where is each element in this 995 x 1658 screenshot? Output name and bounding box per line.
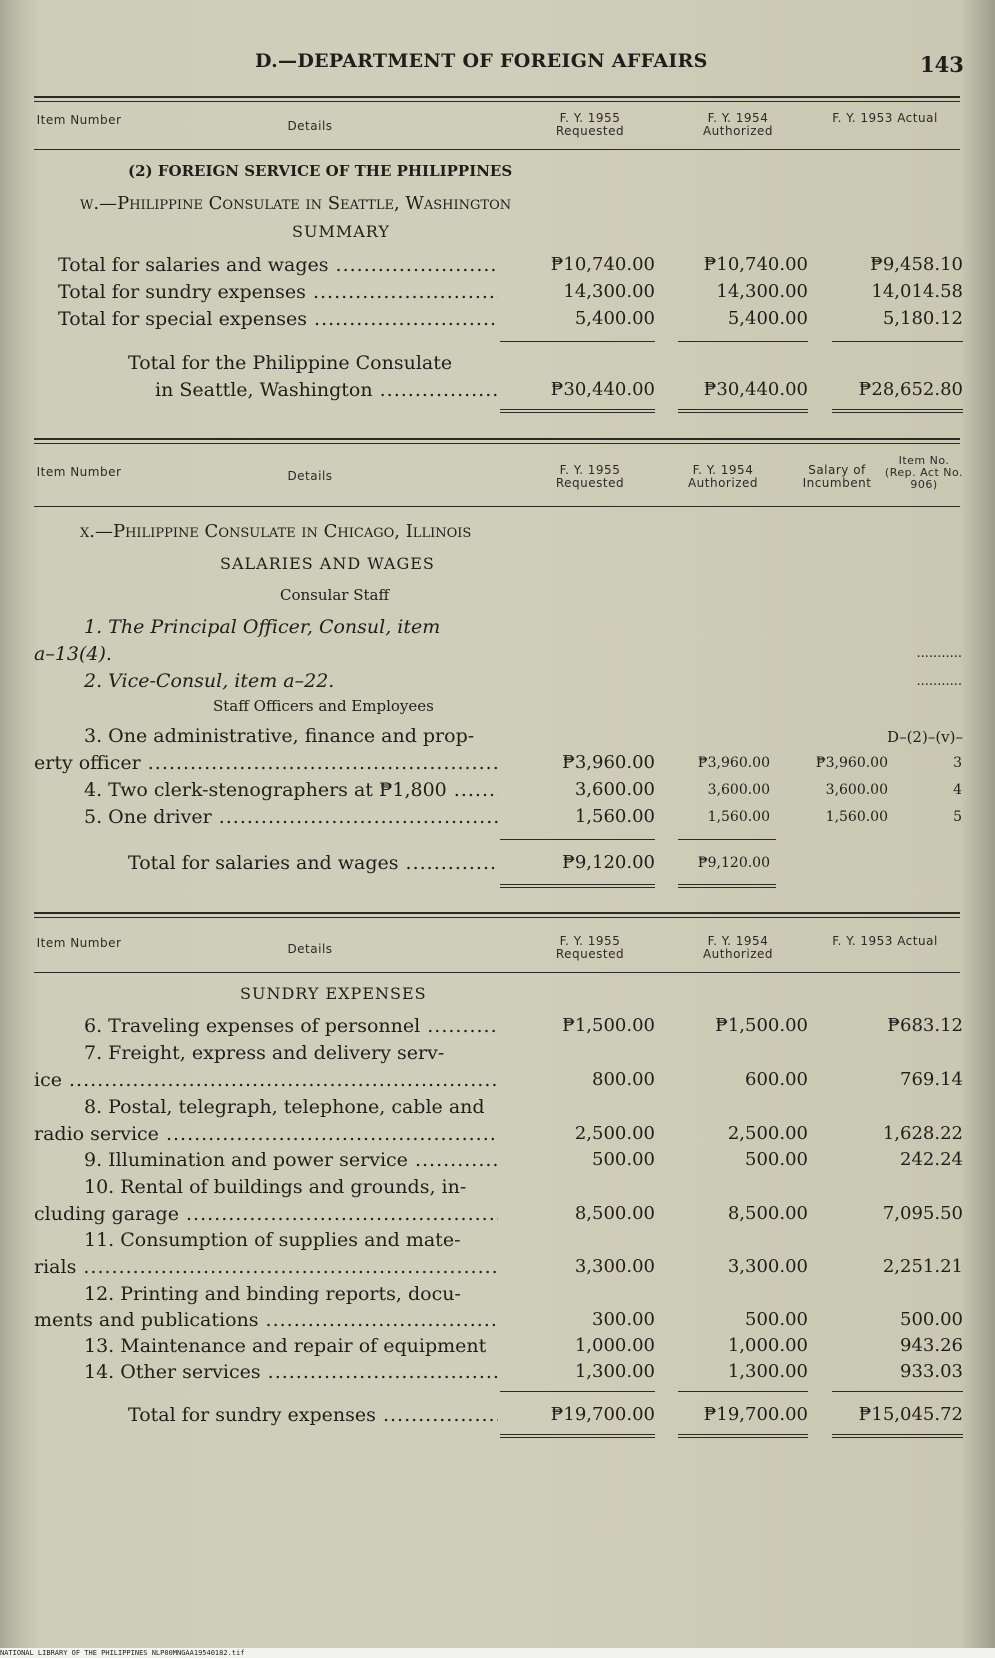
col-header-incumbent: Salary of Incumbent xyxy=(802,463,872,490)
consular-staff-label: Consular Staff xyxy=(280,586,390,604)
staff-officers-label: Staff Officers and Employees xyxy=(213,697,434,715)
document-page: D.—DEPARTMENT OF FOREIGN AFFAIRS 143 Item Number Details F. Y. 1955 Requested F. Y. 1954 Authorized F. Y. 1953 Actual (2) FOREIGN SERVICE OF THE PHILIPPINES w.—Philippine Consulate in Seattle, Washington SUMMARY Total for salaries and wages ..... ₱10,740.00 ₱10,740.00 ₱9,458.10 Total for sundry expenses ..... 14,300.00 14,300.00 14,014.58 Total for special expenses ..... 5,400.00 5,400.00 5,180.12 Total for the Philippine Consulate in Seattle, Washington ..... ₱30,440.00 ₱30,440.00 ₱28,652.80 Item Number Details F. Y. 1955 Requested F. Y. 1954 Authorized Salary of Incumbent Item No. (Rep. Act No. 906) x.—Philippine Consulate in Chicago, Illinois SALARIES AND WAGES Consular Staff 1. The Principal Officer, Consul, item a–13(4). ........... 2. Vice-Consul, item a–22. ........... Staff Officers and Employees 3. One administrative, finance and prop- D–(2)–(v)– erty officer ..... ₱3,960.00 ₱3,960.00 ₱3,960.00 3 4. Two clerk-stenographers at ₱1,800 ..... 3,600.00 3,600.00 3,600.00 4 5. One driver ..... 1,560.00 1,560.00 1,560.00 5 Total for salaries and wages ..... ₱9,120.00 ₱9,120.00 Item Number Details F. Y. 1955 Requested F. Y. 1954 Authorized F. Y. 1953 Actual SUNDRY EXPENSES 6. Traveling expenses of personnel ..... ₱1,500.00 ₱1,500.00 ₱683.12 7. Freight, express and delivery serv- ice ..... 800.00 600.00 769.14 8. Postal, telegraph, telephone, cable and radio service ..... 2,500.00 2,500.00 1,628.22 9. Illumination and power service ..... 500.00 500.00 242.24 10. Rental of buildings and grounds, in- cluding garage ..... 8,500.00 8,500.00 7,095.50 11. Consumption of supplies and mate- rials ..... 3,300.00 3,300.00 2,251.21 12. Printing and binding reports, docu- ments and publications ..... 300.00 500.00 500.00 13. Maintenance and repair of equipment 1,000.00 1,000.00 943.26 14. Other services ..... 1,300.00 1,300.00 933.03 Total for sundry expenses ..... ₱19,700.00 ₱19,700.00 ₱15,045.72 NATIONAL LIBRARY OF THE PHILIPPINES NLP00MNGAA19540182.tif xyxy=(0,0,995,1658)
col-header-fy1953: F. Y. 1953 Actual xyxy=(832,934,938,948)
col-header-details: Details xyxy=(287,469,333,483)
col-header-item: Item Number xyxy=(36,936,122,950)
col-header-fy1955: F. Y. 1955 Requested xyxy=(555,111,625,138)
col-header-fy1954: F. Y. 1954 Authorized xyxy=(702,934,774,961)
col-header-item-no: Item No. (Rep. Act No. 906) xyxy=(884,454,964,491)
scan-footer: NATIONAL LIBRARY OF THE PHILIPPINES NLP00MNGAA19540182.tif xyxy=(0,1648,995,1658)
col-header-details: Details xyxy=(287,942,333,956)
col-header-fy1954: F. Y. 1954 Authorized xyxy=(687,463,759,490)
page-number: 143 xyxy=(920,52,964,77)
summary-label: SUMMARY xyxy=(292,222,390,241)
col-header-fy1954: F. Y. 1954 Authorized xyxy=(702,111,774,138)
col-header-details: Details xyxy=(287,119,333,133)
col-header-fy1955: F. Y. 1955 Requested xyxy=(555,463,625,490)
subsection-heading: w.—Philippine Consulate in Seattle, Washington xyxy=(80,193,512,214)
page-title: D.—DEPARTMENT OF FOREIGN AFFAIRS xyxy=(255,50,708,72)
col-header-item: Item Number xyxy=(36,113,122,127)
section-label: SALARIES AND WAGES xyxy=(220,554,435,573)
subsection-heading: x.—Philippine Consulate in Chicago, Illinois xyxy=(80,521,472,542)
section-heading: (2) FOREIGN SERVICE OF THE PHILIPPINES xyxy=(128,162,513,180)
col-header-fy1955: F. Y. 1955 Requested xyxy=(555,934,625,961)
section-label: SUNDRY EXPENSES xyxy=(240,984,427,1003)
col-header-fy1953: F. Y. 1953 Actual xyxy=(832,111,938,125)
col-header-item: Item Number xyxy=(36,465,122,479)
